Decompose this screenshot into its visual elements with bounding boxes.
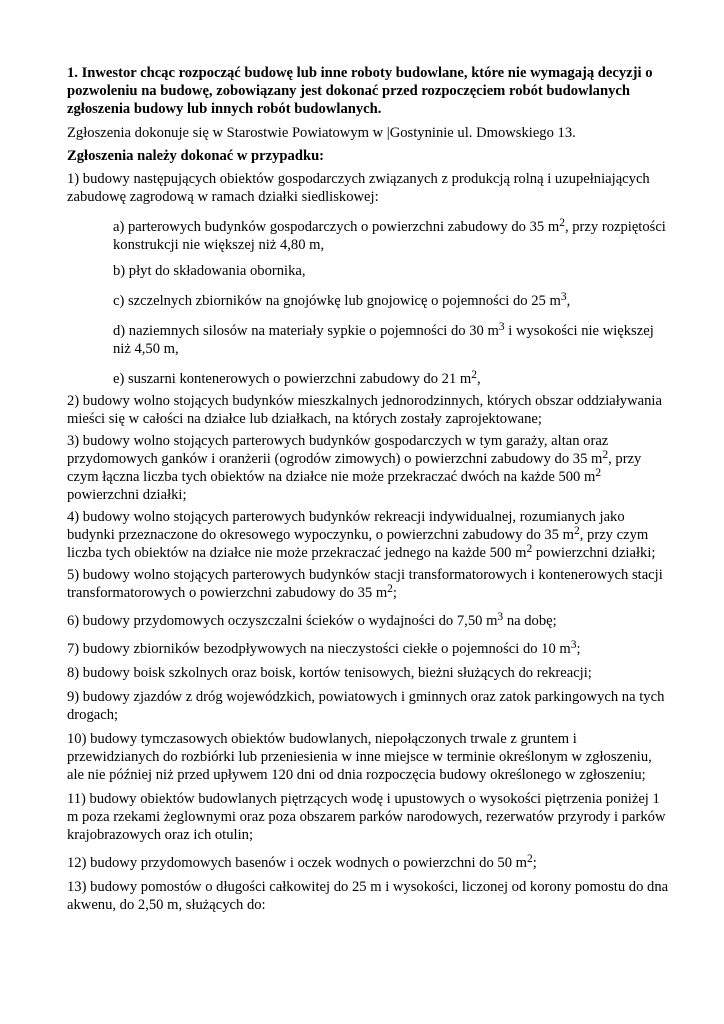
- item-10: 10) budowy tymczasowych obiektów budowlanych, niepołączonych trwale z gruntem i przewidzianych do rozbiórki lub przeniesienia w inne miejsce w terminie określonym w zgłoszeniu, ale nie później niż przed upływem 120 dni od dnia rozpoczęcia budowy określonego w zgłoszeniu;: [67, 731, 652, 783]
- item-13: 13) budowy pomostów o długości całkowitej do 25 m i wysokości, liczonej od korony pomostu do dna akwenu, do 2,50 m, służących do:: [67, 879, 669, 913]
- item-12: 12) budowy przydomowych basenów i oczek wodnych o powierzchni do 50 $m^2$;: [67, 853, 537, 871]
- item-1-b: b) płyt do składowania obornika,: [113, 263, 306, 279]
- item-1-c: c) szczelnych zbiorników na gnojówkę lub gnojowicę o pojemności do 25 $m^3$,: [113, 291, 571, 309]
- item-8: 8) budowy boisk szkolnych oraz boisk, kortów tenisowych, bieżni służących do rekreacji;: [67, 665, 592, 681]
- item-1-d: d) naziemnych silosów na materiały sypkie o pojemności do 30 $m^3$ i wysokości nie większej niż 4,50 m,: [113, 321, 654, 357]
- item-1: 1) budowy następujących obiektów gospodarczych związanych z produkcją rolną i uzupełniających zabudowę zagrodową w ramach działki siedliskowej:: [67, 171, 650, 205]
- document-page: [67, 64, 671, 914]
- item-9: 9) budowy zjazdów z dróg wojewódzkich, powiatowych i gminnych oraz zatok parkingowych na tych drogach;: [67, 689, 665, 723]
- intro-location: Zgłoszenia dokonuje się w Starostwie Powiatowym w |Gostyninie ul. Dmowskiego 13.: [67, 125, 576, 141]
- item-5: 5) budowy wolno stojących parterowych budynków stacji transformatorowych i kontenerowych stacji transformatorowych o powierzchni zabudowy do 35 $m^2$;: [67, 567, 663, 601]
- item-6: 6) budowy przydomowych oczyszczalni ścieków o wydajności do 7,50 $m^3$ na dobę;: [67, 611, 557, 629]
- item-11: 11) budowy obiektów budowlanych piętrzących wodę i upustowych o wysokości piętrzenia poniżej 1 m poza rzekami żeglownymi oraz poza obszarem parków narodowych, rezerwatów przyrody i parków krajobrazowych oraz ich otulin;: [67, 791, 666, 843]
- item-2: 2) budowy wolno stojących budynków mieszkalnych jednorodzinnych, których obszar oddziaływania mieści się w całości na działce lub działkach, na których zostały zaprojektowane;: [67, 393, 662, 427]
- item-3: 3) budowy wolno stojących parterowych budynków gospodarczych w tym garaży, altan oraz przydomowych ganków i oranżerii (ogrodów zimowych) o powierzchni zabudowy do 35 $m^2$, przy czym łączna liczba tych obiektów na działce nie może przekraczać dwóch na każde 500 $m^2$ powierzchni działki;: [67, 433, 642, 503]
- item-7: 7) budowy zbiorników bezodpływowych na nieczystości ciekłe o pojemności do 10 $m^3$;: [67, 639, 581, 657]
- item-1-e: e) suszarni kontenerowych o powierzchni zabudowy do 21 $m^2$,: [113, 369, 481, 387]
- item-1-a: a) parterowych budynków gospodarczych o powierzchni zabudowy do 35 $m^2$, przy rozpiętości konstrukcji nie większej niż 4,80 m,: [113, 217, 666, 253]
- intro-heading: 1. Inwestor chcąc rozpocząć budowę lub inne roboty budowlane, które nie wymagają decyzji o pozwoleniu na budowę, zobowiązany jest dokonać przed rozpoczęciem robót budowlanych zgłoszenia budowy lub innych robót budowlanych.: [67, 65, 653, 117]
- cases-heading: Zgłoszenia należy dokonać w przypadku:: [67, 148, 325, 164]
- item-1-subitems: [113, 218, 671, 388]
- item-4: 4) budowy wolno stojących parterowych budynków rekreacji indywidualnej, rozumianych jako budynki przeznaczone do okresowego wypoczynku, o powierzchni zabudowy do 35 $m^2$, przy czym liczba tych obiektów na działce nie może przekraczać jednego na każde 500 $m^2$ powierzchni działki;: [67, 509, 656, 561]
